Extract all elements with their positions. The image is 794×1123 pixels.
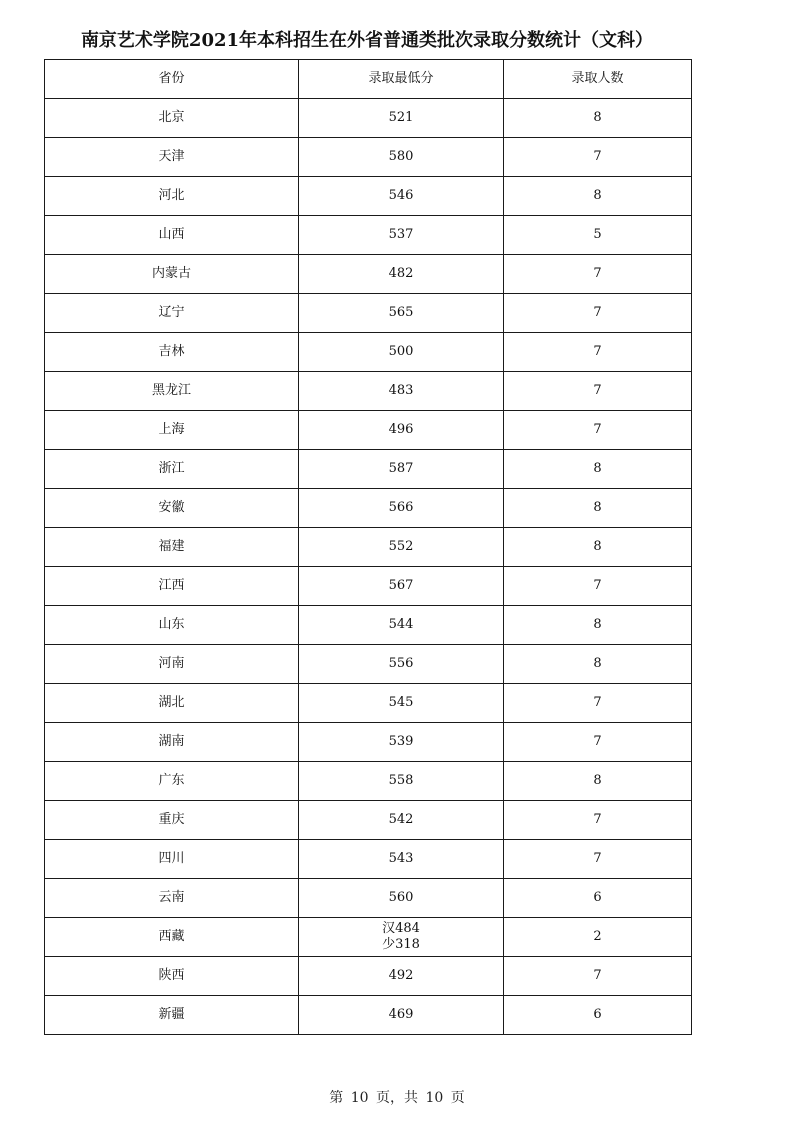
table-row <box>45 684 692 723</box>
cell-min-score: 500 <box>299 333 504 372</box>
cell-count: 7 <box>504 138 692 177</box>
cell-min-score: 566 <box>299 489 504 528</box>
table-row <box>45 216 692 255</box>
cell-count: 8 <box>504 489 692 528</box>
cell-count: 7 <box>504 333 692 372</box>
cell-province: 山东 <box>45 606 299 645</box>
table-row <box>45 996 692 1035</box>
cell-min-score: 521 <box>299 99 504 138</box>
cell-min-score: 483 <box>299 372 504 411</box>
table-row <box>45 879 692 918</box>
table-row <box>45 762 692 801</box>
table-row <box>45 333 692 372</box>
cell-min-score: 558 <box>299 762 504 801</box>
table-row <box>45 99 692 138</box>
cell-count: 8 <box>504 606 692 645</box>
cell-min-score: 544 <box>299 606 504 645</box>
table-row <box>45 138 692 177</box>
cell-province: 陕西 <box>45 957 299 996</box>
cell-count: 7 <box>504 801 692 840</box>
document-title: 南京艺术学院2021年本科招生在外省普通类批次录取分数统计（文科） <box>80 30 654 51</box>
cell-min-score: 567 <box>299 567 504 606</box>
cell-province: 山西 <box>45 216 299 255</box>
cell-min-score: 537 <box>299 216 504 255</box>
cell-count: 7 <box>504 684 692 723</box>
table-row <box>45 255 692 294</box>
cell-count: 8 <box>504 528 692 567</box>
cell-count: 8 <box>504 450 692 489</box>
cell-count: 5 <box>504 216 692 255</box>
table-row <box>45 645 692 684</box>
cell-province: 广东 <box>45 762 299 801</box>
page-number: 第 10 页，共 10 页 <box>329 1090 465 1106</box>
cell-province: 黑龙江 <box>45 372 299 411</box>
cell-count: 7 <box>504 723 692 762</box>
score-han: 汉484 <box>382 921 420 936</box>
cell-min-score: 496 <box>299 411 504 450</box>
table-row <box>45 528 692 567</box>
cell-min-score: 565 <box>299 294 504 333</box>
cell-province: 上海 <box>45 411 299 450</box>
cell-province: 西藏 <box>45 918 299 957</box>
cell-min-score: 546 <box>299 177 504 216</box>
cell-province: 河北 <box>45 177 299 216</box>
cell-count: 6 <box>504 879 692 918</box>
cell-min-score: 482 <box>299 255 504 294</box>
cell-count: 7 <box>504 372 692 411</box>
cell-province: 云南 <box>45 879 299 918</box>
header-min-score: 录取最低分 <box>299 60 504 99</box>
cell-province: 福建 <box>45 528 299 567</box>
header-province: 省份 <box>45 60 299 99</box>
cell-count: 7 <box>504 840 692 879</box>
table-row <box>45 450 692 489</box>
table-row <box>45 411 692 450</box>
cell-count: 8 <box>504 177 692 216</box>
cell-min-score: 539 <box>299 723 504 762</box>
cell-count: 8 <box>504 645 692 684</box>
cell-province: 湖南 <box>45 723 299 762</box>
table-row <box>45 177 692 216</box>
cell-province: 吉林 <box>45 333 299 372</box>
cell-province: 四川 <box>45 840 299 879</box>
table-row <box>45 294 692 333</box>
cell-province: 河南 <box>45 645 299 684</box>
cell-province: 安徽 <box>45 489 299 528</box>
cell-min-score <box>299 918 504 957</box>
cell-min-score: 556 <box>299 645 504 684</box>
cell-min-score: 542 <box>299 801 504 840</box>
cell-min-score: 552 <box>299 528 504 567</box>
cell-count: 8 <box>504 762 692 801</box>
table-row <box>45 801 692 840</box>
table-row <box>45 723 692 762</box>
table-header-row <box>45 60 692 99</box>
table-row <box>45 957 692 996</box>
score-minority: 少318 <box>382 937 420 952</box>
cell-count: 7 <box>504 411 692 450</box>
admission-score-table <box>44 59 692 1035</box>
cell-province: 浙江 <box>45 450 299 489</box>
cell-count: 8 <box>504 99 692 138</box>
cell-province: 新疆 <box>45 996 299 1035</box>
table-row <box>45 567 692 606</box>
cell-province: 内蒙古 <box>45 255 299 294</box>
table-row <box>45 372 692 411</box>
cell-min-score: 492 <box>299 957 504 996</box>
header-count: 录取人数 <box>504 60 692 99</box>
cell-province: 天津 <box>45 138 299 177</box>
cell-count: 2 <box>504 918 692 957</box>
table-row <box>45 840 692 879</box>
cell-count: 7 <box>504 255 692 294</box>
cell-min-score: 545 <box>299 684 504 723</box>
cell-count: 7 <box>504 957 692 996</box>
cell-province: 北京 <box>45 99 299 138</box>
cell-min-score: 560 <box>299 879 504 918</box>
cell-min-score: 587 <box>299 450 504 489</box>
cell-count: 7 <box>504 294 692 333</box>
cell-province: 江西 <box>45 567 299 606</box>
cell-province: 湖北 <box>45 684 299 723</box>
cell-min-score: 469 <box>299 996 504 1035</box>
table-row <box>45 489 692 528</box>
table-row <box>45 606 692 645</box>
cell-count: 7 <box>504 567 692 606</box>
table-row <box>45 918 692 957</box>
cell-count: 6 <box>504 996 692 1035</box>
cell-min-score: 580 <box>299 138 504 177</box>
cell-province: 重庆 <box>45 801 299 840</box>
cell-province: 辽宁 <box>45 294 299 333</box>
cell-min-score: 543 <box>299 840 504 879</box>
